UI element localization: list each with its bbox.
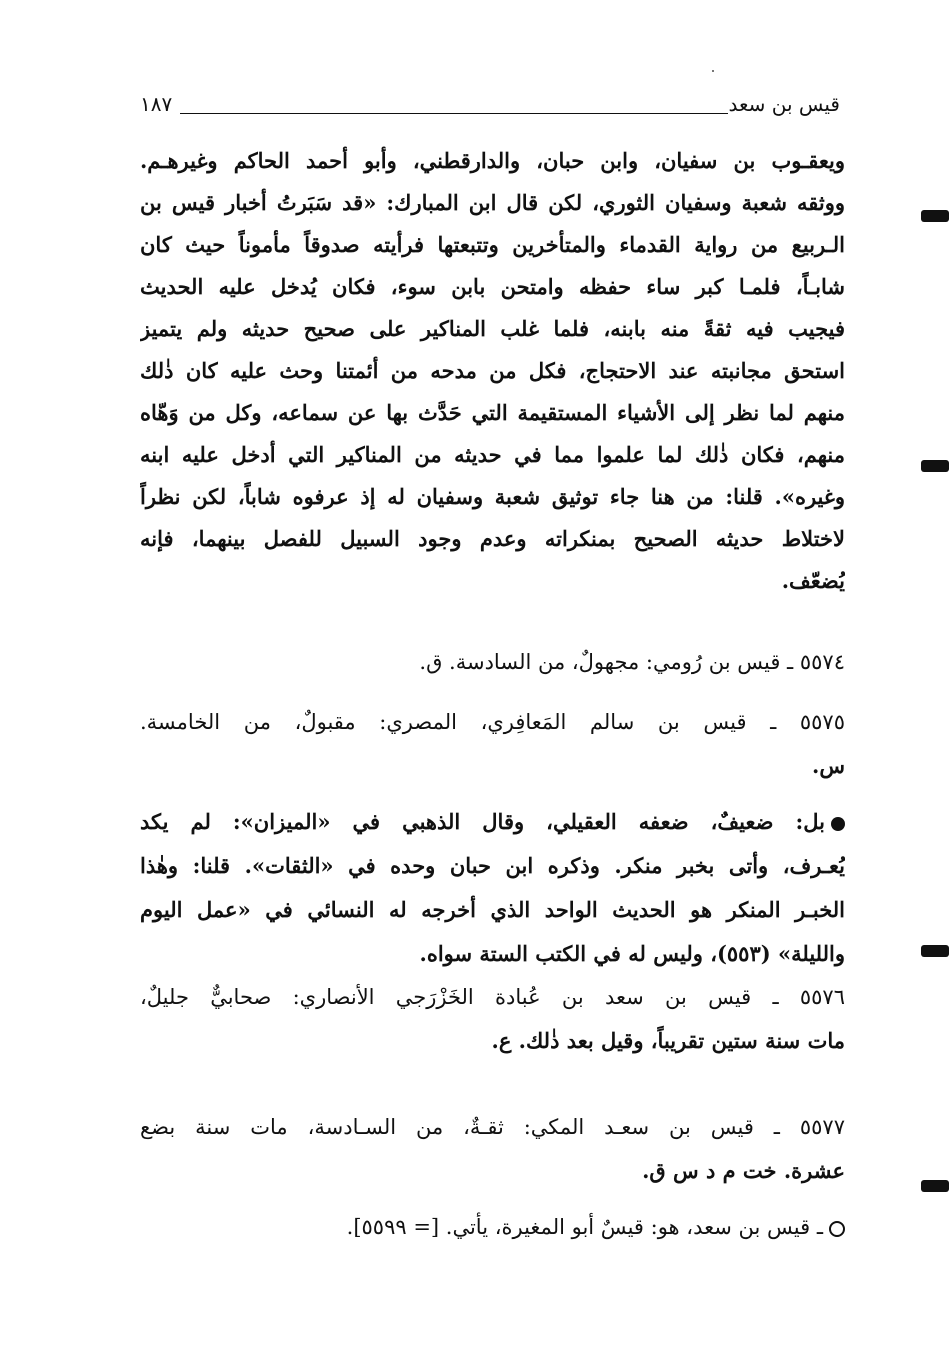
text-line: وغيره». قلنا: من هنا جاء توثيق شعبة وسفيان له إذ عرفوه شاباً، لكن نظراً (140, 484, 845, 509)
text-line: الـربيع من رواية القدماء والمتأخرين وتتبعتها فرأيته صدوقاً مأموناً حيث كان (140, 232, 845, 257)
note-line (140, 800, 845, 844)
text-line: فيجيب فيه ثقةً منه بابنه، فلما غلب المناكير على صحيح حديثه ولم يتميز (140, 316, 845, 341)
text-line: لاختلاط حديثه الصحيح بمنكراته وعدم وجود السبيل للفصل بينهما، فإنه (140, 526, 845, 551)
paragraph-qays-ibn-rabi (140, 140, 845, 602)
running-header (140, 92, 840, 122)
scan-speck (712, 70, 714, 72)
entry-line: ٥٥٧٥ ـ قيس بن سالم المَعافِري، المصري: مقبولٌ، من الخامسة. (140, 710, 845, 734)
black-bar-icon (921, 210, 949, 222)
entry-line: ٥٥٧٧ ـ قيس بن سعـد المكي: ثقـةٌ، من السـادسة، مات سنة بضع (140, 1115, 845, 1139)
hollow-circle-icon (829, 1221, 845, 1237)
entry-5577 (140, 1105, 845, 1193)
text-line: منهم، فكان ذٰلك لما علموا مما في حديثه من المناكير التي أدخل عليه ابنه (140, 442, 845, 467)
entry-5576 (140, 975, 845, 1063)
cross-ref-text: ـ قيس بن سعد، هو: قيسٌ أبو المغيرة، يأتي. [= ٥٥٩٩]. (346, 1215, 823, 1239)
black-bar-icon (921, 945, 949, 957)
entry-line: س. (812, 753, 845, 778)
header-rule (180, 113, 728, 114)
note-line-text: بل: ضعيفٌ، ضعفه العقيلي، وقال الذهبي في «الميزان»: لم يكد (140, 809, 825, 834)
text-line: شابـاً، فلمـا كبر ساء حفظه وامتحن بابن سوء، فكان يُدخل عليه الحديث (140, 274, 845, 299)
text-line: استحق مجانبته عند الاحتجاج، فكل من مدحه من أئمتنا وحث عليه كان ذٰلك (140, 358, 845, 383)
header-title: قيس بن سعد (728, 92, 840, 116)
note-5575 (140, 800, 845, 976)
entry-5574 (140, 640, 845, 684)
cross-ref-line (140, 1205, 845, 1249)
cross-reference (140, 1205, 845, 1249)
page-number: ١٨٧ (140, 92, 173, 116)
entry-5575 (140, 700, 845, 788)
note-line: يُعـرف، وأتى بخبر منكر. وذكره ابن حبان وحده في «الثقات». قلنا: وهٰذا (140, 853, 845, 878)
entry-line: ٥٥٧٦ ـ قيس بن سعد بن عُبادة الخَزْرَجي الأنصاري: صحابيٌّ جليلٌ، (140, 985, 845, 1009)
black-bar-icon (921, 1180, 949, 1192)
black-bar-icon (921, 460, 949, 472)
note-line: والليلة» (٥٥٣)، وليس له في الكتب الستة سواه. (419, 941, 845, 966)
text-line: ويعقـوب بن سفيان، وابن حبان، والدارقطني، وأبو أحمد الحاكم وغيرهـم. (140, 148, 845, 173)
entry-line: عشرة. خت م د س ق. (642, 1158, 845, 1183)
text-line: يُضعّف. (781, 568, 845, 593)
filled-circle-icon (831, 817, 845, 831)
entry-line: ٥٥٧٤ ـ قيس بن رُومي: مجهولٌ، من السادسة. ق. (419, 650, 845, 674)
text-line: منهم لما نظر إلى الأشياء المستقيمة التي حَدَّث بها عن سماعه، وكل من وَهّاه (140, 400, 845, 425)
text-line: ووثقه شعبة وسفيان الثوري، لكن قال ابن المبارك: «قد سَبَرتُ أخبار قيس بن (140, 190, 845, 215)
note-line: الخبـر المنكر هو الحديث الواحد الذي أخرجه له النسائي في «عمل اليوم (140, 897, 845, 922)
entry-line: مات سنة ستين تقريباً، وقيل بعد ذٰلك. ع. (491, 1028, 845, 1053)
